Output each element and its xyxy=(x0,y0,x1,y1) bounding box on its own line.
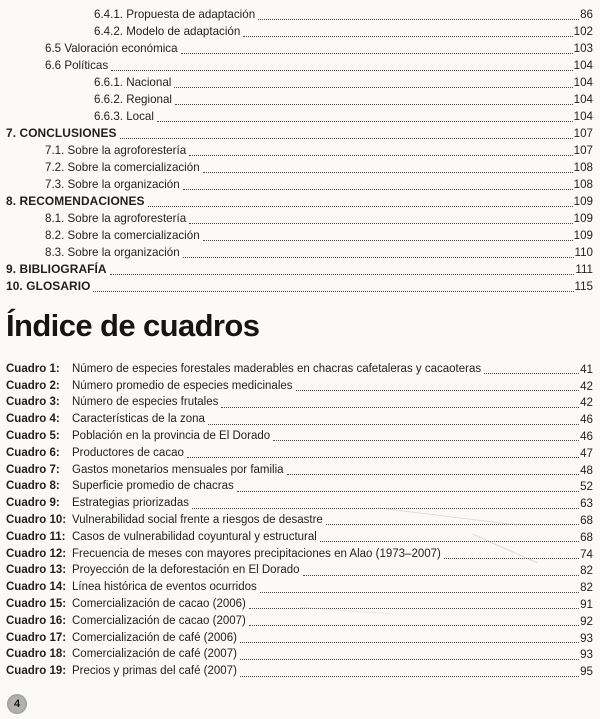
cuadro-entry-label: Cuadro 8: xyxy=(6,480,60,493)
cuadro-entry-page: 63 xyxy=(580,497,593,511)
dotted-leader xyxy=(249,608,579,609)
cuadro-entry-title: Vulnerabilidad social frente a riesgos de desastre xyxy=(72,513,323,526)
cuadro-entry-page: 46 xyxy=(580,413,593,427)
cuadro-entry-page: 48 xyxy=(580,463,593,477)
toc-entry-page: 109 xyxy=(573,229,593,242)
cuadro-entry xyxy=(6,578,593,595)
cuadro-entry-title: Comercialización de café (2006) xyxy=(72,631,237,644)
cuadro-entry-title: Casos de vulnerabilidad coyuntural y estructural xyxy=(72,530,317,543)
cuadro-entry-label: Cuadro 12: xyxy=(6,547,67,560)
dotted-leader xyxy=(320,541,579,542)
toc-entry-page: 111 xyxy=(575,263,593,276)
cuadro-entry xyxy=(6,629,593,646)
cuadro-entry-label: Cuadro 16: xyxy=(6,614,67,627)
toc-entry-page: 104 xyxy=(573,110,593,123)
dotted-leader xyxy=(326,524,579,525)
dotted-leader xyxy=(120,138,573,139)
toc-entry-label: 6.6.3. Local xyxy=(94,110,154,123)
toc-entry xyxy=(6,175,593,192)
dotted-leader xyxy=(296,390,580,391)
cuadro-entry xyxy=(6,410,593,427)
cuadro-entry-title: Número promedio de especies medicinales xyxy=(72,379,293,392)
cuadro-entry xyxy=(6,494,593,511)
dotted-leader xyxy=(273,440,579,441)
toc-entry-page: 86 xyxy=(580,8,593,21)
toc-entry xyxy=(6,277,593,294)
dotted-leader xyxy=(192,508,579,509)
toc-entry-page: 107 xyxy=(573,127,593,140)
dotted-leader xyxy=(157,121,573,122)
toc-entry-label: 6.5 Valoración económica xyxy=(45,42,178,55)
cuadro-entry-title: Línea histórica de eventos ocurridos xyxy=(72,581,257,594)
cuadro-entry-title: Frecuencia de meses con mayores precipitaciones en Alao (1973–2007) xyxy=(72,547,441,560)
cuadro-entry-label: Cuadro 9: xyxy=(6,497,60,510)
dotted-leader xyxy=(203,172,573,173)
cuadro-entry-title: Características de la zona xyxy=(72,413,205,426)
dotted-leader xyxy=(221,407,579,408)
dotted-leader xyxy=(183,189,573,190)
cuadro-entry-page: 74 xyxy=(580,547,593,561)
cuadro-entry-label: Cuadro 14: xyxy=(6,581,67,594)
dotted-leader xyxy=(175,104,573,105)
toc-entry xyxy=(6,39,593,56)
cuadro-entry-title: Productores de cacao xyxy=(72,446,184,459)
toc-entry-label: 8.3. Sobre la organización xyxy=(45,246,180,259)
cuadro-entry xyxy=(6,377,593,394)
dotted-leader xyxy=(240,676,579,677)
cuadro-entry xyxy=(6,461,593,478)
cuadro-entry xyxy=(6,612,593,629)
toc-entry-page: 109 xyxy=(573,195,593,208)
toc-entry-page: 108 xyxy=(573,178,593,191)
dotted-leader xyxy=(181,53,573,54)
dotted-leader xyxy=(258,19,579,20)
cuadro-entry-label: Cuadro 6: xyxy=(6,446,60,459)
cuadros-heading: Índice de cuadros xyxy=(6,308,260,343)
cuadro-entry-title: Número de especies frutales xyxy=(72,396,219,409)
toc-entry-label: 6.4.1. Propuesta de adaptación xyxy=(94,8,256,21)
cuadro-entry-label: Cuadro 17: xyxy=(6,631,67,644)
toc-entry xyxy=(6,90,593,107)
cuadro-entry-page: 68 xyxy=(580,530,593,544)
toc-entry xyxy=(6,141,593,158)
dotted-leader xyxy=(183,257,574,258)
page-number: 4 xyxy=(13,698,21,710)
toc-entry-page: 102 xyxy=(573,25,593,38)
toc-entry xyxy=(6,107,593,124)
dotted-leader xyxy=(260,592,579,593)
dotted-leader xyxy=(174,87,572,88)
toc-entry-page: 109 xyxy=(573,212,593,225)
cuadro-entry xyxy=(6,478,593,495)
cuadro-entry-label: Cuadro 18: xyxy=(6,648,67,661)
cuadro-entry-title: Superficie promedio de chacras xyxy=(72,480,234,493)
cuadro-entry-label: Cuadro 10: xyxy=(6,513,67,526)
toc-entry xyxy=(6,158,593,175)
cuadro-entry-page: 93 xyxy=(580,631,593,645)
toc-entry-label: 8.1. Sobre la agroforestería xyxy=(45,212,187,225)
cuadro-entry xyxy=(6,562,593,579)
cuadro-entry-label: Cuadro 15: xyxy=(6,597,67,610)
cuadro-entry-label: Cuadro 13: xyxy=(6,564,67,577)
toc-entry xyxy=(6,22,593,39)
toc-entry-page: 110 xyxy=(574,246,593,259)
dotted-leader xyxy=(148,206,573,207)
dotted-leader xyxy=(240,642,579,643)
toc-entry xyxy=(6,56,593,73)
dotted-leader xyxy=(203,240,573,241)
toc-entry-label: 7. CONCLUSIONES xyxy=(6,126,117,140)
dotted-leader xyxy=(189,223,573,224)
cuadro-entry-page: 95 xyxy=(580,665,593,679)
cuadro-entry-title: Población en la provincia de El Dorado xyxy=(72,429,271,442)
toc-entry-label: 6.6 Políticas xyxy=(45,59,109,72)
dotted-leader xyxy=(444,558,579,559)
dotted-leader xyxy=(240,659,579,660)
cuadro-entry xyxy=(6,394,593,411)
cuadro-entry-label: Cuadro 5: xyxy=(6,429,60,442)
toc-entry xyxy=(6,260,593,277)
dotted-leader xyxy=(484,373,579,374)
toc-entry xyxy=(6,209,593,226)
toc-entry-page: 104 xyxy=(573,76,593,89)
cuadro-entry-title: Precios y primas del café (2007) xyxy=(72,665,237,678)
cuadro-entry-page: 41 xyxy=(580,362,593,376)
cuadro-entry-title: Estrategias priorizadas xyxy=(72,497,189,510)
cuadro-entry-title: Comercialización de cacao (2006) xyxy=(72,597,246,610)
toc-entry xyxy=(6,124,593,141)
cuadro-entry-page: 93 xyxy=(580,648,593,662)
cuadro-entry xyxy=(6,662,593,679)
cuadro-entry-page: 47 xyxy=(580,446,593,460)
cuadro-entry xyxy=(6,595,593,612)
toc-entry-label: 6.6.1. Nacional xyxy=(94,76,172,89)
dotted-leader xyxy=(237,491,579,492)
dotted-leader xyxy=(187,457,579,458)
cuadro-entry xyxy=(6,646,593,663)
table-of-contents xyxy=(6,5,593,294)
toc-entry-label: 7.2. Sobre la comercialización xyxy=(45,161,200,174)
toc-entry-label: 6.6.2. Regional xyxy=(94,93,172,106)
cuadro-entry-label: Cuadro 2: xyxy=(6,379,60,392)
toc-entry xyxy=(6,192,593,209)
toc-entry-page: 108 xyxy=(573,161,593,174)
cuadro-entry xyxy=(6,528,593,545)
cuadro-entry-page: 91 xyxy=(580,597,593,611)
cuadro-entry-title: Comercialización de café (2007) xyxy=(72,648,237,661)
toc-entry-label: 7.1. Sobre la agroforestería xyxy=(45,144,187,157)
toc-entry-label: 8. RECOMENDACIONES xyxy=(6,194,145,208)
cuadro-entry-page: 82 xyxy=(580,564,593,578)
dotted-leader xyxy=(287,474,580,475)
cuadro-entry xyxy=(6,427,593,444)
toc-entry-label: 7.3. Sobre la organización xyxy=(45,178,180,191)
cuadros-list xyxy=(6,360,593,679)
cuadro-entry-title: Comercialización de cacao (2007) xyxy=(72,614,246,627)
cuadro-entry-label: Cuadro 4: xyxy=(6,413,60,426)
cuadro-entry-label: Cuadro 19: xyxy=(6,665,67,678)
dotted-leader xyxy=(303,575,580,576)
dotted-leader xyxy=(189,155,573,156)
cuadro-entry-title: Número de especies forestales maderables en chacras cafetaleras y cacaoteras xyxy=(72,362,482,375)
cuadro-entry-label: Cuadro 1: xyxy=(6,362,60,375)
cuadro-entry-page: 42 xyxy=(580,379,593,393)
dotted-leader xyxy=(93,291,573,292)
toc-entry-label: 10. GLOSARIO xyxy=(6,279,91,293)
cuadro-entry-label: Cuadro 7: xyxy=(6,463,60,476)
cuadro-entry xyxy=(6,511,593,528)
dotted-leader xyxy=(243,36,572,37)
cuadro-entry xyxy=(6,444,593,461)
cuadro-entry-page: 82 xyxy=(580,581,593,595)
toc-entry xyxy=(6,73,593,90)
cuadro-entry-page: 68 xyxy=(580,513,593,527)
cuadro-entry-title: Gastos monetarios mensuales por familia xyxy=(72,463,284,476)
toc-entry-page: 115 xyxy=(574,280,593,293)
page-number-badge xyxy=(7,694,27,714)
toc-entry-page: 104 xyxy=(573,59,593,72)
cuadro-entry-page: 42 xyxy=(580,396,593,410)
cuadro-entry-label: Cuadro 3: xyxy=(6,396,60,409)
toc-entry-label: 9. BIBLIOGRAFÍA xyxy=(6,262,107,276)
dotted-leader xyxy=(249,625,579,626)
toc-entry-page: 103 xyxy=(573,42,593,55)
cuadro-entry-title: Proyección de la deforestación en El Dorado xyxy=(72,564,300,577)
toc-entry-page: 107 xyxy=(573,144,593,157)
toc-entry-label: 8.2. Sobre la comercialización xyxy=(45,229,200,242)
dotted-leader xyxy=(110,274,575,275)
toc-entry xyxy=(6,5,593,22)
cuadro-entry-page: 52 xyxy=(580,480,593,494)
cuadro-entry-label: Cuadro 11: xyxy=(6,530,66,543)
cuadro-entry-page: 46 xyxy=(580,429,593,443)
dotted-leader xyxy=(208,424,579,425)
cuadro-entry xyxy=(6,545,593,562)
cuadro-entry xyxy=(6,360,593,377)
toc-entry-label: 6.4.2. Modelo de adaptación xyxy=(94,25,241,38)
cuadro-entry-page: 92 xyxy=(580,614,593,628)
toc-entry-page: 104 xyxy=(573,93,593,106)
toc-entry xyxy=(6,243,593,260)
dotted-leader xyxy=(111,70,573,71)
toc-entry xyxy=(6,226,593,243)
